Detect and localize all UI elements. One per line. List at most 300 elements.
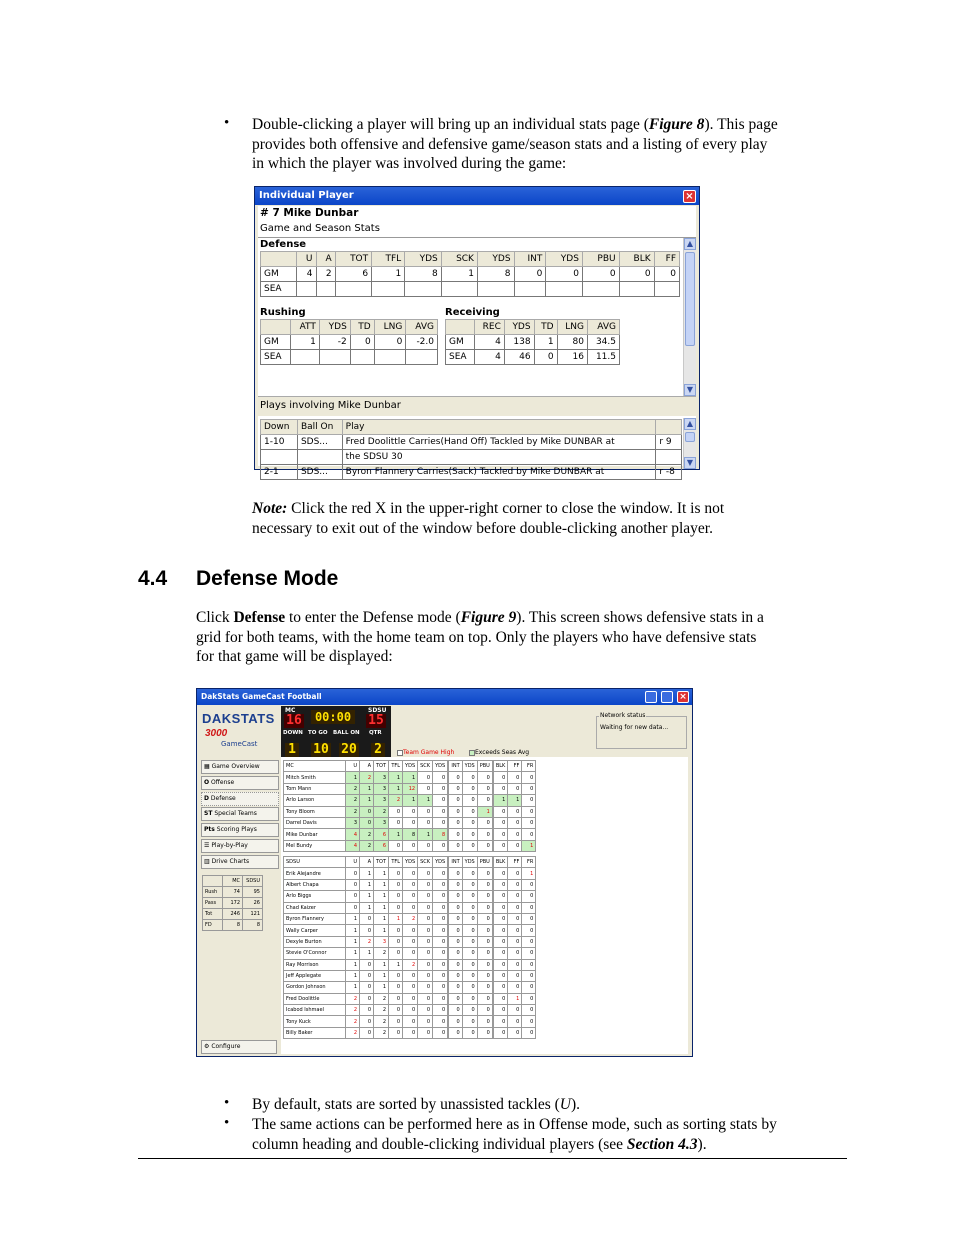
column-header[interactable]: TFL — [389, 857, 403, 868]
column-header[interactable]: YDS — [403, 857, 418, 868]
stat-cell: 0 — [433, 868, 449, 879]
stat-cell: 0 — [448, 993, 462, 1004]
stat-cell: 0 — [508, 925, 522, 936]
stat-cell: 0 — [477, 817, 493, 828]
column-header[interactable]: TOT — [374, 761, 389, 772]
column-header[interactable] — [656, 420, 682, 435]
team-header[interactable]: MC — [284, 761, 346, 772]
scroll-thumb[interactable] — [685, 432, 695, 442]
table-cell: 1-10 — [261, 435, 298, 450]
stat-cell: 4 — [346, 840, 360, 851]
table-cell: 1 — [441, 267, 477, 282]
column-header[interactable]: A — [360, 857, 374, 868]
table-cell — [291, 350, 320, 365]
player-row[interactable] — [284, 1005, 536, 1016]
table-row[interactable] — [261, 282, 680, 297]
maximize-icon[interactable] — [661, 691, 673, 703]
player-row[interactable] — [284, 948, 536, 959]
table-cell — [296, 282, 316, 297]
column-header[interactable]: SCK — [418, 761, 433, 772]
nav-icon: Pts — [204, 826, 215, 833]
nav-label: Play-by-Play — [211, 842, 248, 849]
stat-cell: 2 — [360, 772, 374, 783]
stat-cell: 0 — [462, 879, 477, 890]
stat-cell: 0 — [493, 829, 508, 840]
table-cell: 0 — [546, 267, 583, 282]
stat-cell: 0 — [493, 806, 508, 817]
nav-button-game-overview[interactable] — [201, 760, 279, 774]
column-header[interactable]: U — [346, 761, 360, 772]
stat-cell: 0 — [462, 1005, 477, 1016]
text: By default, stats are sorted by unassisted tackles ( — [252, 1096, 560, 1113]
column-header[interactable]: INT — [448, 857, 462, 868]
stat-cell: 0 — [448, 806, 462, 817]
away-team-label: SDSU — [368, 707, 387, 714]
table-row[interactable] — [261, 435, 682, 450]
column-header[interactable]: YDS — [546, 252, 583, 267]
table-cell: 1 — [534, 335, 557, 350]
stat-cell: 0 — [448, 1027, 462, 1038]
plays-table — [260, 419, 682, 480]
stat-cell: 3 — [346, 817, 360, 828]
stat-cell: 0 — [360, 817, 374, 828]
stat-cell: 0 — [508, 891, 522, 902]
scrollbar[interactable] — [683, 418, 696, 469]
text: for that game will be displayed: — [196, 648, 393, 665]
scrollbar[interactable] — [683, 238, 696, 396]
column-header[interactable]: YDS — [462, 857, 477, 868]
logo-subtitle: GameCast — [221, 740, 258, 748]
table-row[interactable] — [446, 335, 620, 350]
stat-cell: 0 — [389, 993, 403, 1004]
nav-icon: ST — [204, 810, 213, 817]
stat-cell: 0 — [403, 806, 418, 817]
stat-cell: 0 — [462, 817, 477, 828]
text: provides both offensive and defensive game/season stats and a listing of every play — [252, 135, 768, 153]
player-row[interactable] — [284, 993, 536, 1004]
nav-button-offense[interactable] — [201, 776, 279, 790]
table-cell: 80 — [557, 335, 587, 350]
column-header[interactable]: A — [360, 761, 374, 772]
player-row[interactable] — [284, 772, 536, 783]
column-header[interactable]: Down — [261, 420, 298, 435]
table-cell: 0 — [350, 335, 374, 350]
stat-cell: 0 — [448, 1016, 462, 1027]
receiving-title: Receiving — [445, 307, 500, 318]
stat-cell: 0 — [522, 829, 536, 840]
table-row[interactable] — [446, 350, 620, 365]
column-header[interactable]: A — [316, 252, 335, 267]
table-cell: 26 — [243, 898, 263, 909]
player-name: Tony Kuck — [284, 1016, 346, 1027]
stat-cell: 0 — [448, 959, 462, 970]
stat-cell: 0 — [360, 806, 374, 817]
stat-cell: 0 — [493, 925, 508, 936]
stat-cell: 2 — [374, 993, 389, 1004]
column-header[interactable]: REC — [475, 320, 505, 335]
section-heading — [138, 567, 338, 591]
stat-cell: 0 — [433, 993, 449, 1004]
scroll-thumb[interactable] — [685, 252, 695, 346]
player-name: Albert Chapa — [284, 879, 346, 890]
table-cell: 16 — [557, 350, 587, 365]
table-cell: GM — [261, 335, 291, 350]
stat-cell: 1 — [360, 868, 374, 879]
stat-cell: 0 — [522, 879, 536, 890]
stat-cell: 0 — [508, 806, 522, 817]
minimize-icon[interactable] — [645, 691, 657, 703]
section-number: 4.4 — [138, 567, 168, 590]
stat-cell: 1 — [493, 795, 508, 806]
column-header[interactable]: FF — [654, 252, 679, 267]
stat-cell: 3 — [374, 795, 389, 806]
player-row[interactable] — [284, 829, 536, 840]
player-row[interactable] — [284, 806, 536, 817]
stat-cell: 0 — [433, 1027, 449, 1038]
close-icon[interactable]: × — [677, 691, 689, 703]
stat-cell: 1 — [360, 783, 374, 794]
player-name: Fred Doolittle — [284, 993, 346, 1004]
player-row[interactable] — [284, 936, 536, 947]
table-cell: 4 — [296, 267, 316, 282]
bullet: • — [224, 115, 230, 131]
column-header[interactable]: YDS — [433, 761, 449, 772]
stat-cell: 0 — [389, 948, 403, 959]
player-row[interactable] — [284, 891, 536, 902]
defense-title: Defense — [260, 239, 307, 250]
stat-cell: 0 — [522, 1027, 536, 1038]
stat-cell: 0 — [493, 868, 508, 879]
stat-cell: 0 — [493, 993, 508, 1004]
stat-cell: 0 — [462, 913, 477, 924]
column-header[interactable]: YDS — [405, 252, 442, 267]
player-name: Erik Alejandre — [284, 868, 346, 879]
column-header[interactable] — [261, 252, 297, 267]
table-cell: 95 — [243, 887, 263, 898]
stat-cell: 0 — [493, 1005, 508, 1016]
column-header[interactable]: YDS — [319, 320, 350, 335]
legend-high-label: Team Game High — [403, 749, 455, 756]
stat-cell: 0 — [418, 982, 433, 993]
table-cell — [335, 282, 372, 297]
bold-term: Defense — [233, 609, 286, 626]
nav-button-scoring-plays[interactable] — [201, 823, 279, 837]
scoreboard — [281, 706, 391, 742]
column-header[interactable]: BLK — [493, 761, 508, 772]
table-row[interactable] — [261, 350, 438, 365]
stat-cell: 0 — [418, 1016, 433, 1027]
column-header[interactable]: LNG — [374, 320, 406, 335]
table-cell: 1 — [291, 335, 320, 350]
table-cell — [441, 282, 477, 297]
stat-cell: 4 — [346, 829, 360, 840]
table-row[interactable] — [261, 267, 680, 282]
logo-number: 3000 — [205, 728, 228, 739]
table-cell: 34.5 — [587, 335, 619, 350]
gamecast-window — [196, 688, 693, 1057]
stat-cell: 0 — [403, 970, 418, 981]
text: ). This screen shows defensive stats in a — [516, 609, 764, 626]
column-header[interactable]: TD — [534, 320, 557, 335]
column-header[interactable]: YDS — [504, 320, 534, 335]
stat-cell: 0 — [448, 891, 462, 902]
column-header[interactable]: TD — [350, 320, 374, 335]
stat-cell: 1 — [508, 993, 522, 1004]
stat-cell: 2 — [389, 795, 403, 806]
nav-label: Special Teams — [214, 810, 257, 817]
column-header[interactable]: YDS — [433, 857, 449, 868]
stat-cell: 0 — [508, 902, 522, 913]
stat-cell: 0 — [418, 948, 433, 959]
column-header[interactable] — [261, 320, 291, 335]
column-header[interactable]: PBU — [477, 761, 493, 772]
stat-cell: 0 — [508, 948, 522, 959]
stat-cell: 0 — [508, 913, 522, 924]
team-summary-table — [202, 875, 263, 931]
stat-cell: 0 — [389, 982, 403, 993]
header-row — [284, 857, 536, 868]
table-cell — [477, 282, 514, 297]
table-row[interactable] — [261, 465, 682, 480]
stat-cell: 0 — [403, 982, 418, 993]
stat-cell: 2 — [403, 959, 418, 970]
column-header[interactable]: YDS — [477, 252, 514, 267]
player-row[interactable] — [284, 1027, 536, 1038]
scroll-up-icon[interactable]: ▲ — [684, 418, 696, 430]
away-defense-table — [283, 856, 536, 1039]
column-header[interactable]: LNG — [557, 320, 587, 335]
table-cell: 0 — [654, 267, 679, 282]
stat-cell: 1 — [346, 925, 360, 936]
stat-cell: 0 — [477, 772, 493, 783]
player-name: Tony Bloom — [284, 806, 346, 817]
stat-cell: 0 — [433, 959, 449, 970]
nav-label: Offense — [211, 779, 235, 786]
stat-cell: 0 — [346, 868, 360, 879]
team-header[interactable]: SDSU — [284, 857, 346, 868]
stat-cell: 0 — [462, 806, 477, 817]
column-header[interactable]: SCK — [441, 252, 477, 267]
stat-cell: 0 — [418, 772, 433, 783]
column-header[interactable]: FF — [508, 761, 522, 772]
stat-cell: 0 — [389, 868, 403, 879]
text: in which the player was involved during the game: — [252, 155, 567, 172]
stat-cell: 0 — [493, 891, 508, 902]
table-cell — [405, 282, 442, 297]
stat-cell: 1 — [374, 902, 389, 913]
table-cell: Pass — [203, 898, 223, 909]
defense-mode-paragraph — [196, 608, 836, 667]
stat-cell: 0 — [346, 891, 360, 902]
column-header[interactable]: BLK — [619, 252, 654, 267]
column-header[interactable]: Ball On — [297, 420, 342, 435]
column-header[interactable]: TOT — [374, 857, 389, 868]
stat-cell: 0 — [508, 982, 522, 993]
column-header[interactable]: TFL — [389, 761, 403, 772]
column-header[interactable]: YDS — [462, 761, 477, 772]
player-row[interactable] — [284, 913, 536, 924]
stat-cell: 0 — [448, 783, 462, 794]
player-row[interactable] — [284, 1016, 536, 1027]
stat-cell: 0 — [433, 925, 449, 936]
nav-button-defense[interactable] — [201, 792, 279, 806]
stat-cell: 0 — [462, 936, 477, 947]
player-row[interactable] — [284, 817, 536, 828]
scroll-up-icon[interactable]: ▲ — [684, 238, 696, 250]
column-header[interactable]: YDS — [403, 761, 418, 772]
table-row[interactable] — [261, 450, 682, 465]
table-row[interactable] — [261, 335, 438, 350]
stat-cell: 0 — [522, 806, 536, 817]
stat-cell: 0 — [493, 948, 508, 959]
stat-cell: 0 — [418, 925, 433, 936]
stat-cell: 0 — [522, 970, 536, 981]
section-title: Defense Mode — [196, 567, 339, 590]
column-header — [203, 876, 223, 887]
column-header: MC — [223, 876, 243, 887]
stat-cell: 0 — [418, 840, 433, 851]
column-header[interactable]: AVG — [587, 320, 619, 335]
nav-button-special-teams[interactable] — [201, 807, 279, 821]
player-row[interactable] — [284, 879, 536, 890]
player-row[interactable] — [284, 982, 536, 993]
player-row[interactable] — [284, 840, 536, 851]
stat-cell: 0 — [477, 829, 493, 840]
stat-cell: 0 — [403, 817, 418, 828]
stat-cell: 0 — [477, 970, 493, 981]
table-cell: 46 — [504, 350, 534, 365]
stat-cell: 0 — [389, 1027, 403, 1038]
stat-cell: 0 — [433, 795, 449, 806]
stat-cell: 3 — [374, 936, 389, 947]
close-icon[interactable]: × — [683, 190, 696, 203]
column-header[interactable]: PBU — [477, 857, 493, 868]
column-header[interactable]: SCK — [418, 857, 433, 868]
player-row[interactable] — [284, 925, 536, 936]
stat-cell: 0 — [508, 1016, 522, 1027]
stat-cell: 0 — [522, 959, 536, 970]
header-row — [284, 761, 536, 772]
player-row[interactable] — [284, 783, 536, 794]
stat-cell: 0 — [360, 993, 374, 1004]
nav-label: Scoring Plays — [216, 826, 257, 833]
stat-cell: 0 — [433, 891, 449, 902]
stat-cell: 0 — [508, 970, 522, 981]
table-cell: GM — [261, 267, 297, 282]
stat-cell: 1 — [374, 868, 389, 879]
intro-paragraph — [252, 115, 852, 174]
stat-cell: 0 — [360, 1027, 374, 1038]
column-header[interactable]: INT — [448, 761, 462, 772]
table-cell: GM — [446, 335, 475, 350]
player-name: Mike Dunbar — [284, 829, 346, 840]
column-header[interactable]: BLK — [493, 857, 508, 868]
nav-icon: D — [204, 795, 209, 802]
table-cell — [406, 350, 438, 365]
column-header[interactable] — [446, 320, 475, 335]
player-name: Gordon Johnson — [284, 982, 346, 993]
stat-cell: 8 — [403, 829, 418, 840]
column-header: SDSU — [243, 876, 263, 887]
stat-cell: 0 — [448, 925, 462, 936]
player-row[interactable] — [284, 959, 536, 970]
player-name: Jeff Applegate — [284, 970, 346, 981]
column-header[interactable]: PBU — [582, 252, 619, 267]
column-header[interactable]: TOT — [335, 252, 372, 267]
table-cell: 2 — [316, 267, 335, 282]
stat-cell: 0 — [403, 925, 418, 936]
column-header[interactable]: ATT — [291, 320, 320, 335]
stat-cell: 0 — [462, 1027, 477, 1038]
table-row — [203, 920, 263, 931]
stat-cell: 0 — [522, 1005, 536, 1016]
column-header[interactable]: U — [346, 857, 360, 868]
player-name: Stevie O'Connor — [284, 948, 346, 959]
column-header[interactable]: U — [296, 252, 316, 267]
scoreboard-digits — [281, 742, 391, 758]
title-bar — [197, 689, 692, 705]
player-row[interactable] — [284, 970, 536, 981]
player-row[interactable] — [284, 902, 536, 913]
stat-cell: 0 — [493, 959, 508, 970]
column-header[interactable]: AVG — [406, 320, 438, 335]
table-cell: -2.0 — [406, 335, 438, 350]
column-header[interactable]: TFL — [372, 252, 405, 267]
table-cell: 138 — [504, 335, 534, 350]
down-value: 1 — [285, 743, 299, 757]
column-header[interactable]: FF — [508, 857, 522, 868]
column-header[interactable]: INT — [514, 252, 546, 267]
stat-cell: 0 — [508, 817, 522, 828]
table-row — [203, 898, 263, 909]
stat-cell: 0 — [360, 982, 374, 993]
configure-button[interactable] — [201, 1040, 277, 1054]
player-row[interactable] — [284, 868, 536, 879]
away-score: 15 — [366, 714, 386, 728]
player-row[interactable] — [284, 795, 536, 806]
stat-cell: 0 — [462, 783, 477, 794]
table-cell: 8 — [477, 267, 514, 282]
player-name: Arlo Larson — [284, 795, 346, 806]
stat-cell: 1 — [403, 772, 418, 783]
gear-icon: ⚙ — [204, 1043, 210, 1050]
home-defense-table — [283, 760, 536, 852]
stat-cell: 0 — [462, 891, 477, 902]
note-paragraph — [252, 499, 852, 538]
nav-button-drive-charts[interactable] — [201, 855, 279, 869]
stat-cell: 2 — [374, 806, 389, 817]
stat-cell: 2 — [346, 806, 360, 817]
stat-cell: 0 — [433, 806, 449, 817]
stat-cell: 0 — [418, 959, 433, 970]
table-cell: SDS... — [297, 435, 342, 450]
scroll-down-icon[interactable]: ▼ — [684, 384, 696, 396]
nav-icon: O — [204, 779, 210, 786]
column-header[interactable]: FR — [522, 857, 536, 868]
stat-cell: 0 — [522, 936, 536, 947]
header-row — [446, 320, 620, 335]
scroll-down-icon[interactable]: ▼ — [684, 457, 696, 469]
stat-cell: 0 — [433, 970, 449, 981]
stat-cell: 1 — [389, 959, 403, 970]
table-cell: Tot — [203, 909, 223, 920]
column-header[interactable]: FR — [522, 761, 536, 772]
column-header[interactable]: Play — [342, 420, 656, 435]
nav-button-play-by-play[interactable] — [201, 839, 279, 853]
stat-cell: 0 — [493, 902, 508, 913]
stat-cell: 0 — [403, 1016, 418, 1027]
player-name: Mel Bundy — [284, 840, 346, 851]
